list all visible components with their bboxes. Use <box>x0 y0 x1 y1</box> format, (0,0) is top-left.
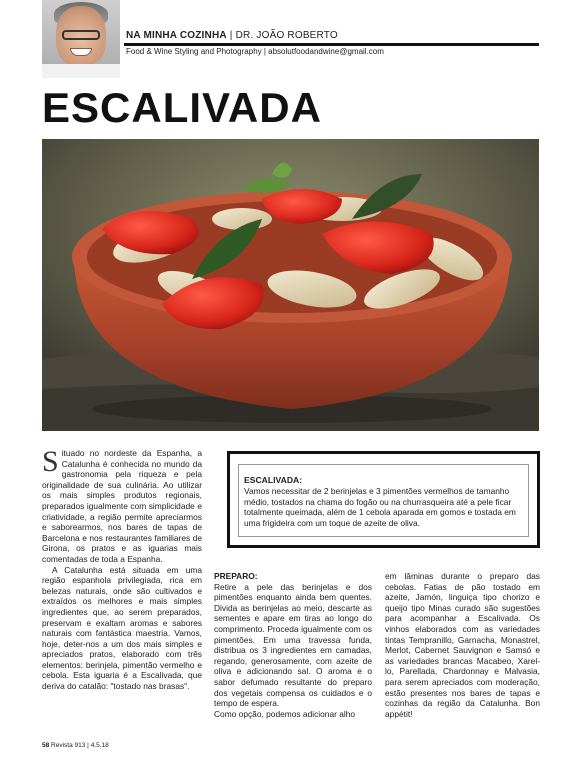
header-rule <box>124 43 539 46</box>
intro-paragraph: Situado no nordeste da Espanha, a Catalunha é conhecida no mundo da gastronomia pela riqueza e pela originalidade de sua culinária. Ao utilizar os mais simples produtos regionais, preparados igualmente com simplicidade e criatividade, a região permite apreciarmos e saborearmos, nos bares de tapas de Barcelona e nos restaurantes familiares de Girona, os pratos e as iguarias mais comentadas de toda a Espanha. <box>42 445 202 564</box>
article-column-2 <box>214 571 372 719</box>
page-title: ESCALIVADA <box>42 84 322 131</box>
issue-date: 4.5.18 <box>90 742 109 749</box>
preparation-title: PREPARO: <box>214 571 258 581</box>
column-header <box>126 30 338 41</box>
ingredients-text: Vamos necessitar de 2 berinjelas e 3 pimentões vermelhos de tamanho médio, tostados na chama do fogão ou na churrasqueira até a pele ficar totalmente queimada, além de 1 cebola aparada em gomos e tostada em uma frigideira com um toque de azeite de oliva. <box>244 486 516 528</box>
region-paragraph: A Catalunha está situada em uma região espanhola privilegiada, rica em belezas naturais, onde são cultivados e extraídos os melhores e mais simples ingredientes que, ao serem preparados, preservam e exaltam aromas e sabores naturais com fantástica maestria. Vamos, hoje, deter-nos a um dos mais simples e apreciados pratos, elaborado com três elementos: berinjela, pimentão vermelho e cebola. Esta iguaria é a Escalivada, que deriva do catalão: "tostado nas brasas". <box>42 564 202 692</box>
preparation-text: Retire a pele das berinjelas e dos pimentões enquanto ainda bem quentes. Divida as berinjelas ao meio, descarte as sementes e apare em tiras ao longo do comprimento. Proceda igualmente com os pimentões. Em uma travessa funda, distribua os 3 ingredientes em camadas, regando, generosamente, com azeite de oliva e adicionando sal. O aroma e o sabor defumado resultante do preparo dos vegetais compensa os cuidados e o tempo de espera. <box>214 581 372 709</box>
header-separator: | <box>229 30 233 41</box>
preparation-option: Como opção, podemos adicionar alho <box>214 708 356 719</box>
author-name: DR. JOÃO ROBERTO <box>235 30 338 41</box>
drop-cap: S <box>42 445 59 478</box>
dish-photo <box>42 139 539 431</box>
page-number: 58 <box>42 742 50 749</box>
credits-line: Food & Wine Styling and Photography | absolutfoodandwine@gmail.com <box>126 47 384 56</box>
article-column-3 <box>385 571 540 719</box>
pairing-text: em lâminas durante o preparo das cebolas. Fatias de pão tostado em azeite, Jamón, linguiça tipo chorizo e queijo tipo Minas curado são sugestões para acompanhar a Escalivada. Os vinhos elaborados com as variedades tintas Tempranillo, Garnacha, Monastrel, Merlot, Cabernet Sauvignon e Samsó e as variedades brancas Macabeo, Xarel-lo, Parellada, Chardonnay e Malvasia, para serem apreciados com moderação, estão presentes nos bares de tapas e cozinhas da região da Catalunha. Bon appétit! <box>385 571 540 719</box>
column-name: NA MINHA COZINHA <box>126 30 227 41</box>
author-photo <box>42 0 120 78</box>
ingredients-box <box>227 451 540 548</box>
ingredients-title: ESCALIVADA: <box>244 475 303 485</box>
page-footer: 58 Revista 913 | 4.5.18 <box>42 742 109 749</box>
magazine-name: Revista 913 <box>51 742 86 749</box>
article-column-1 <box>42 445 202 692</box>
